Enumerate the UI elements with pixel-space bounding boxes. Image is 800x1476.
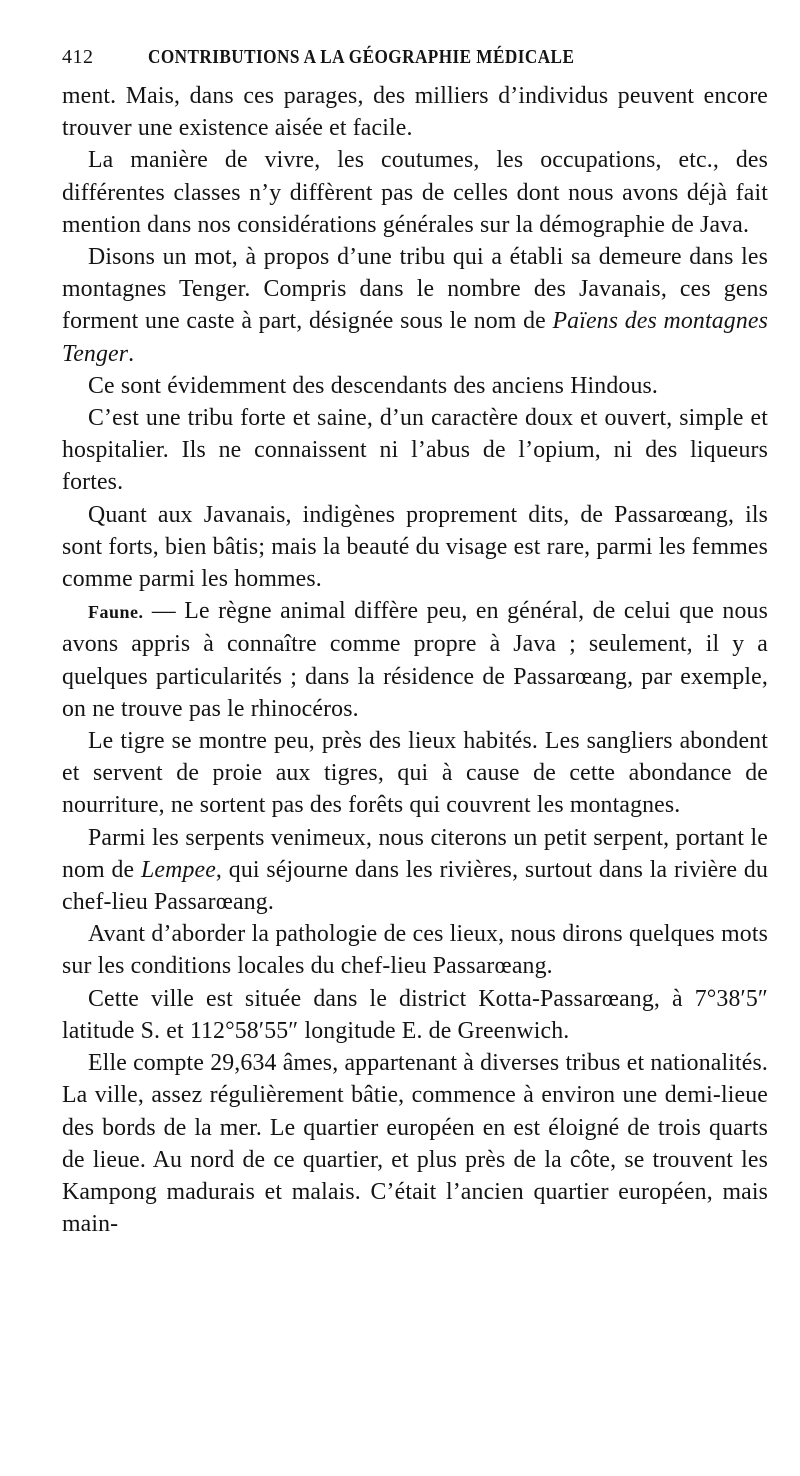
running-header bbox=[62, 46, 768, 80]
paragraph-9-text: Parmi les serpents venimeux, nous citerons un petit serpent, portant le nom de bbox=[62, 824, 768, 883]
paragraph-faune-text: — Le règne animal diffère peu, en général, de celui que nous avons appris à connaître comme propre à Java ; seulement, il y a quelques particularités ; dans la résidence de Passarœang, par exemple, on ne trouve pas le rhinocéros. bbox=[62, 598, 768, 722]
section-label-faune: Faune. bbox=[88, 602, 144, 623]
paragraph-4: Ce sont évidemment des descendants des anciens Hindous. bbox=[88, 372, 658, 399]
serpent-name-italic: Lempee bbox=[141, 856, 216, 883]
tribe-name-italic: Païens des montagnes Tenger bbox=[62, 308, 769, 367]
running-title: CONTRIBUTIONS A LA GÉOGRAPHIE MÉDICALE bbox=[148, 46, 575, 68]
paragraph-2: La manière de vivre, les coutumes, les occupations, etc., des différentes classes n’y diffèrent pas de celles dont nous avons déjà fait mention dans nos considérations générales sur la démographie de Java. bbox=[62, 147, 768, 238]
paragraph-8: Le tigre se montre peu, près des lieux habités. Les sangliers abondent et servent de proie aux tigres, qui à cause de cette abondance de nourriture, ne sortent pas des forêts qui couvrent les montagnes. bbox=[62, 728, 768, 819]
paragraph-6: Quant aux Javanais, indigènes proprement dits, de Passarœang, ils sont forts, bien bâtis; mais la beauté du visage est rare, parmi les femmes comme parmi les hommes. bbox=[62, 501, 768, 593]
paragraph-faune bbox=[62, 595, 768, 725]
body-text bbox=[62, 80, 768, 1240]
paragraph-9 bbox=[62, 822, 768, 919]
paragraph-3-end: . bbox=[128, 340, 135, 367]
paragraph-1: ment. Mais, dans ces parages, des milliers d’individus peuvent encore trouver une existence aisée et facile. bbox=[62, 83, 768, 142]
paragraph-5: C’est une tribu forte et saine, d’un caractère doux et ouvert, simple et hospitalier. Ils ne connaissent ni l’abus de l’opium, ni des liqueurs fortes. bbox=[62, 405, 768, 496]
paragraph-9-end: , qui séjourne dans les rivières, surtout dans la rivière du chef-lieu Passarœang. bbox=[62, 856, 768, 916]
paragraph-3-text: Disons un mot, à propos d’une tribu qui a établi sa demeure dans les montagnes Tenger. Compris dans le nombre des Javanais, ces gens forment une caste à part, désignée sous le nom de bbox=[62, 244, 768, 335]
paragraph-3 bbox=[62, 241, 768, 370]
page-number: 412 bbox=[62, 46, 94, 68]
paragraph-12: Elle compte 29,634 âmes, appartenant à diverses tribus et nationalités. La ville, assez régulièrement bâtie, commence à environ une demi-lieue des bords de la mer. Le quartier européen en est éloigné de trois quarts de lieue. Au nord de ce quartier, et plus près de la côte, se trouvent les Kampong madurais et malais. C’était l’ancien quartier européen, mais main- bbox=[62, 1050, 768, 1238]
paragraph-11: Cette ville est située dans le district Kotta-Passarœang, à 7°38′5″ latitude S. et 112°58′55″ longitude E. de Greenwich. bbox=[62, 985, 768, 1044]
book-page bbox=[62, 46, 768, 1240]
paragraph-10: Avant d’aborder la pathologie de ces lieux, nous dirons quelques mots sur les conditions locales du chef-lieu Passarœang. bbox=[62, 921, 768, 980]
